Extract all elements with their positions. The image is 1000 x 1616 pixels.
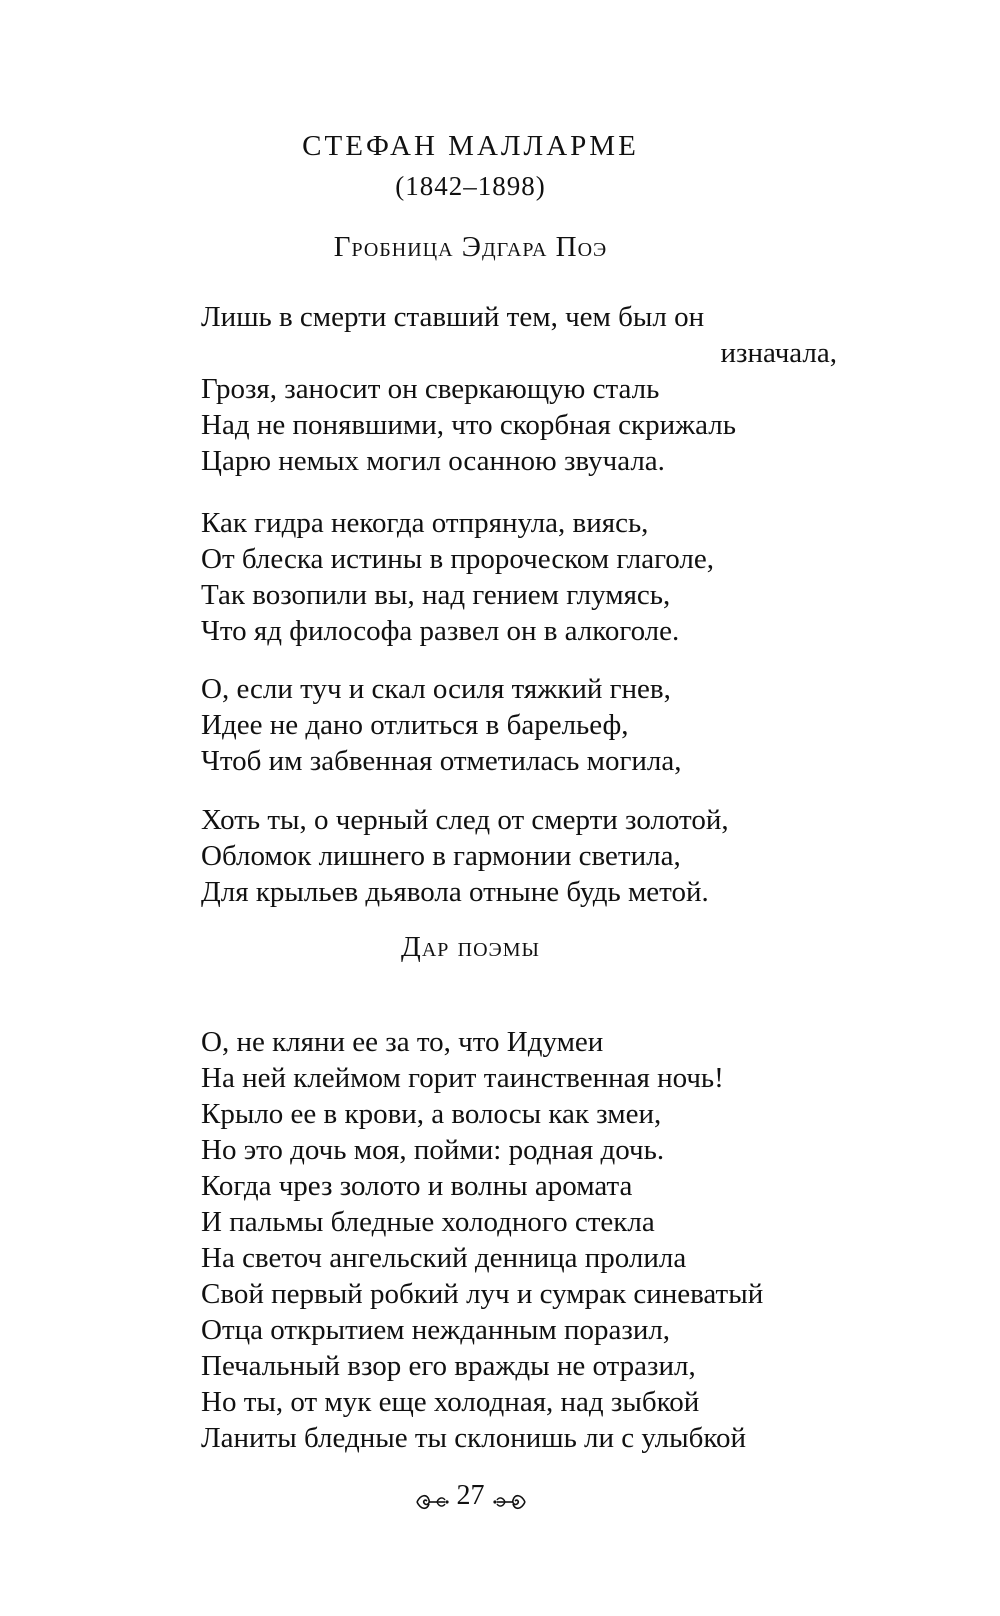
scroll-ornament-icon (415, 1486, 449, 1506)
verse-line: Печальный взор его вражды не отразил, (201, 1350, 696, 1382)
verse-line: Так возопили вы, над гением глумясь, (201, 579, 671, 611)
stanza (201, 505, 851, 649)
verse-line: Ланиты бледные ты склонишь ли с улыбкой (201, 1422, 746, 1454)
verse-line: На ней клеймом горит таинственная ночь! (201, 1062, 724, 1094)
poem-title: Гробница Эдгара Поэ (333, 231, 608, 263)
verse-line: Хоть ты, о черный след от смерти золотой, (201, 804, 729, 836)
scroll-ornament-icon (493, 1486, 527, 1506)
verse-line: Для крыльев дьявола отныне будь метой. (201, 876, 709, 908)
poem-title: Дар поэмы (401, 931, 540, 963)
verse-line: Царю немых могил осанною звучала. (201, 445, 665, 477)
verse-line: Как гидра некогда отпрянула, виясь, (201, 507, 649, 539)
stanza (201, 299, 851, 479)
page-footer (0, 1476, 941, 1514)
author-years: (1842–1898) (395, 171, 546, 201)
verse-line: Отца открытием нежданным поразил, (201, 1314, 671, 1346)
author-name: СТЕФАН МАЛЛАРМЕ (302, 130, 639, 162)
stanza (201, 1024, 851, 1456)
verse-line: О, если туч и скал осиля тяжкий гнев, (201, 673, 671, 705)
verse-line: Что яд философа развел он в алкоголе. (201, 615, 680, 647)
verse-line: Чтоб им забвенная отметилась могила, (201, 745, 682, 777)
verse-line: От блеска истины в пророческом глаголе, (201, 543, 715, 575)
page-number: 27 (456, 1479, 485, 1511)
verse-line: Грозя, заносит он сверкающую сталь (201, 373, 660, 405)
verse-line: Обломок лишнего в гармонии светила, (201, 840, 681, 872)
stanza (201, 802, 851, 910)
verse-line-continuation: изначала, (720, 337, 837, 369)
verse-line: Свой первый робкий луч и сумрак синеватый (201, 1278, 764, 1310)
verse-line: Крыло ее в крови, а волосы как змеи, (201, 1098, 662, 1130)
verse-line: Идее не дано отлиться в барельеф, (201, 709, 629, 741)
stanza (201, 671, 851, 779)
verse-line: Над не понявшими, что скорбная скрижаль (201, 409, 736, 441)
verse-line: О, не кляни ее за то, что Идумеи (201, 1026, 604, 1058)
verse-line: Когда чрез золото и волны аромата (201, 1170, 633, 1202)
verse-line: На светоч ангельский денница пролила (201, 1242, 687, 1274)
verse-line: И пальмы бледные холодного стекла (201, 1206, 655, 1238)
verse-line: Но ты, от мук еще холодная, над зыбкой (201, 1386, 700, 1418)
verse-line: Лишь в смерти ставший тем, чем был он (201, 301, 705, 333)
verse-line: Но это дочь моя, пойми: родная дочь. (201, 1134, 665, 1166)
